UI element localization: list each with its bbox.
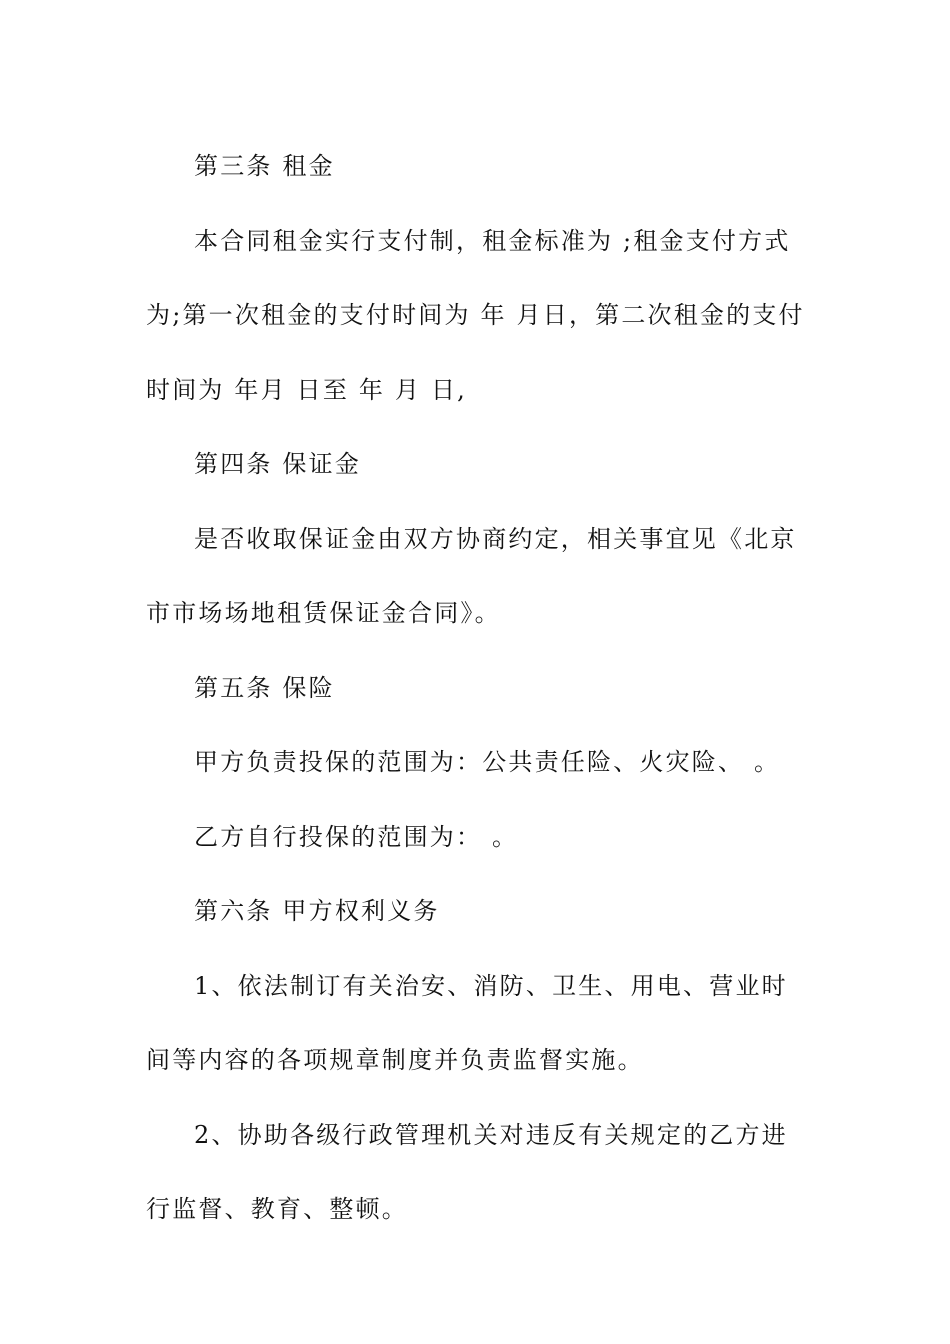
paragraph-duty-1: 1、依法制订有关治安、消防、卫生、用电、营业时间等内容的各项规章制度并负责监督实施。 — [146, 971, 788, 1074]
heading-article-4: 第四条 保证金 — [194, 450, 362, 478]
paragraph-party-a-insurance: 甲方负责投保的范围为：公共责任险、火灾险、 。 — [194, 748, 781, 776]
paragraph-party-b-insurance: 乙方自行投保的范围为： 。 — [194, 822, 519, 851]
heading-article-3: 第三条 租金 — [194, 152, 335, 180]
paragraph-rent-terms: 本合同租金实行支付制，租金标准为 ;租金支付方式为;第一次租金的支付时间为 年 月日，第二次租金的支付时间为 年月 日至 年 月 日, — [146, 226, 805, 404]
document-body — [146, 129, 812, 1247]
paragraph-duty-2: 2、协助各级行政管理机关对违反有关规定的乙方进行监督、教育、整顿。 — [146, 1120, 788, 1223]
heading-article-6: 第六条 甲方权利义务 — [194, 897, 440, 925]
paragraph-deposit-terms: 是否收取保证金由双方协商约定，相关事宜见《北京市市场场地租赁保证金合同》。 — [146, 524, 797, 627]
heading-article-5: 第五条 保险 — [194, 673, 335, 702]
